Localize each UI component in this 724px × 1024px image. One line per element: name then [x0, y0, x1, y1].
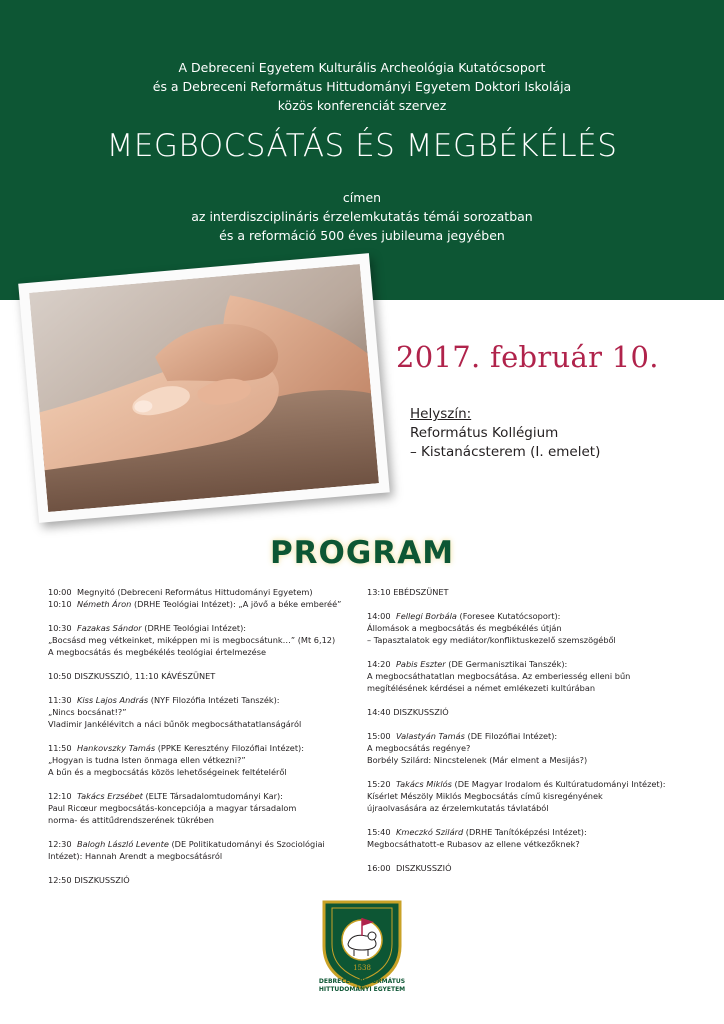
program-time: 14:20 [367, 659, 391, 669]
program-line [48, 586, 348, 598]
program-item [48, 838, 348, 862]
conference-title: MEGBOCSÁTÁS ÉS MEGBÉKÉLÉS [106, 128, 618, 164]
program-time: 15:20 [367, 779, 391, 789]
program-line [48, 622, 348, 634]
program-line [48, 634, 348, 646]
program-text: (PPKE Keresztény Filozófiai Intézet): [155, 743, 305, 753]
program-time: 12:30 [48, 839, 72, 849]
program-item [48, 586, 348, 610]
program-text: DISZKUSSZIÓ [396, 863, 452, 873]
program-text: Vladimir Jankélévitch a náci bűnök megbocsáthatatlanságáról [48, 719, 302, 729]
program-text: A megbocsáthatatlan megbocsátása. Az emberiesség elleni bűn [367, 671, 631, 681]
subtitle-line: címen [342, 190, 382, 205]
event-date: 2017. február 10. [396, 340, 659, 374]
program-item [367, 610, 697, 646]
program-time: 10:00 [48, 587, 72, 597]
program-item [48, 874, 348, 886]
program-item [367, 862, 697, 874]
program-text: (DRHE Teológiai Intézet): „A jövő a béke emberéé” [131, 599, 342, 609]
program-text: Állomások a megbocsátás és megbékélés útján [367, 623, 562, 633]
program-item [48, 670, 348, 682]
program-line [367, 658, 697, 670]
program-line [48, 874, 348, 886]
program-speaker: Valastyán Tamás [396, 731, 465, 741]
crest-year: 1538 [353, 964, 371, 972]
program-text: „Nincs bocsánat!?” [48, 707, 127, 717]
program-line [367, 586, 697, 598]
program-time: 11:50 [48, 743, 72, 753]
program-item [367, 658, 697, 694]
program-line [367, 730, 697, 742]
program-text: (DE Germanisztikai Tanszék): [445, 659, 568, 669]
program-text: (NYF Filozófia Intézeti Tanszék): [148, 695, 280, 705]
program-text: 13:10 EBÉDSZÜNET [367, 587, 449, 597]
program-speaker: Balogh László Levente [77, 839, 169, 849]
program-line [367, 838, 697, 850]
program-time: 12:10 [48, 791, 72, 801]
program-line [48, 670, 348, 682]
program-speaker: Fazakas Sándor [77, 623, 142, 633]
program-item [367, 826, 697, 850]
venue-line: Református Kollégium [410, 425, 559, 441]
program-text: (DRHE Tanítóképzési Intézet): [463, 827, 587, 837]
program-text: (DE Politikatudományi és Szociológiai [168, 839, 325, 849]
program-time: 11:30 [48, 695, 72, 705]
conference-subtitle [0, 188, 724, 245]
program-line [367, 622, 697, 634]
program-line [48, 646, 348, 658]
program-speaker: Takács Miklós [396, 779, 452, 789]
university-name-line: DEBRECENI REFORMÁTUS [318, 978, 406, 985]
program-line [367, 862, 697, 874]
program-item [48, 694, 348, 730]
program-text: Megnyitó (Debreceni Református Hittudományi Egyetem) [77, 587, 313, 597]
university-name [304, 978, 420, 994]
intro-line: és a Debreceni Református Hittudományi Egyetem Doktori Iskolája [152, 79, 572, 94]
program-time: 16:00 [367, 863, 391, 873]
program-line [48, 754, 348, 766]
program-text: 14:40 DISZKUSSZIÓ [367, 707, 449, 717]
program-text: A bűn és a megbocsátás közös lehetőségeinek feltételéről [48, 767, 287, 777]
university-crest-icon [310, 896, 414, 1016]
organizers-intro [0, 58, 724, 115]
program-speaker: Kmeczkó Szilárd [396, 827, 464, 837]
program-column-left [48, 586, 348, 898]
intro-line: A Debreceni Egyetem Kulturális Archeológia Kutatócsoport [178, 60, 546, 75]
program-line [48, 706, 348, 718]
subtitle-line: az interdiszciplináris érzelemkutatás témái sorozatban [191, 209, 533, 224]
program-line [48, 718, 348, 730]
program-speaker: Fellegi Borbála [396, 611, 457, 621]
program-speaker: Takács Erzsébet [77, 791, 143, 801]
program-text: Megbocsáthatott-e Rubasov az ellene vétkezőknek? [367, 839, 580, 849]
program-text: (Foresee Kutatócsoport): [456, 611, 561, 621]
program-text: 10:50 DISZKUSSZIÓ, 11:10 KÁVÉSZÜNET [48, 671, 216, 681]
program-line [367, 706, 697, 718]
program-line [48, 694, 348, 706]
program-line [367, 670, 697, 682]
program-line [48, 802, 348, 814]
program-text: megítélésének kérdései a német emlékezeti kultúrában [367, 683, 596, 693]
program-line [48, 838, 348, 850]
program-line [367, 742, 697, 754]
program-text: (ELTE Társadalomtudományi Kar): [142, 791, 283, 801]
program-item [48, 742, 348, 778]
venue-block [410, 405, 600, 462]
program-line [48, 598, 348, 610]
program-text: norma- és attitűdrendszerének tükrében [48, 815, 214, 825]
program-speaker: Hankovszky Tamás [77, 743, 156, 753]
program-heading: PROGRAM [269, 535, 455, 571]
program-line [367, 634, 697, 646]
program-line [48, 766, 348, 778]
program-line [367, 790, 697, 802]
program-speaker: Kiss Lajos András [77, 695, 149, 705]
program-item [367, 730, 697, 766]
program-item [367, 586, 697, 598]
hands-photo [29, 264, 379, 512]
program-time: 15:00 [367, 731, 391, 741]
program-line [367, 778, 697, 790]
program-line [367, 826, 697, 838]
program-time: 10:10 [48, 599, 72, 609]
program-text: Borbély Szilárd: Nincstelenek (Már elment a Mesijás?) [367, 755, 588, 765]
venue-label: Helyszín: [410, 406, 472, 422]
program-time: 10:30 [48, 623, 72, 633]
university-name-line: HITTUDOMÁNYI EGYETEM [318, 986, 406, 993]
program-text: Kísérlet Mészöly Miklós Megbocsátás című kisregényének [367, 791, 603, 801]
program-line [367, 682, 697, 694]
program-speaker: Németh Áron [77, 599, 132, 609]
program-item [367, 706, 697, 718]
program-text: (DRHE Teológiai Intézet): [141, 623, 247, 633]
program-speaker: Pabis Eszter [396, 659, 446, 669]
venue-line: – Kistanácsterem (I. emelet) [410, 444, 601, 460]
program-text: „Bocsásd meg vétkeinket, miképpen mi is megbocsátunk…” (Mt 6,12) [48, 635, 336, 645]
program-text: (DE Magyar Irodalom és Kultúratudományi Intézet): [451, 779, 666, 789]
program-line [48, 850, 348, 862]
program-text: Intézet): Hannah Arendt a megbocsátásról [48, 851, 223, 861]
program-item [48, 622, 348, 658]
program-time: 14:00 [367, 611, 391, 621]
hands-photo-frame [18, 253, 390, 523]
program-text: újraolvasására az érzelemkutatás távlatából [367, 803, 549, 813]
program-item [367, 778, 697, 814]
program-text: 12:50 DISZKUSSZIÓ [48, 875, 130, 885]
program-column-right [367, 586, 697, 886]
program-item [48, 790, 348, 826]
program-text: Paul Ricœur megbocsátás-koncepciója a magyar társadalom [48, 803, 297, 813]
program-line [367, 754, 697, 766]
program-text: (DE Filozófiai Intézet): [464, 731, 558, 741]
program-time: 15:40 [367, 827, 391, 837]
program-line [48, 814, 348, 826]
program-text: – Tapasztalatok egy mediátor/konfliktuskezelő szemszögéből [367, 635, 616, 645]
program-line [48, 742, 348, 754]
program-text: A megbocsátás regénye? [367, 743, 471, 753]
subtitle-line: és a reformáció 500 éves jubileuma jegyében [219, 228, 505, 243]
program-line [367, 610, 697, 622]
program-text: „Hogyan is tudna Isten önmaga ellen vétkezni?” [48, 755, 246, 765]
intro-line: közös konferenciát szervez [277, 98, 447, 113]
program-text: A megbocsátás és megbékélés teológiai értelmezése [48, 647, 266, 657]
program-line [367, 802, 697, 814]
program-line [48, 790, 348, 802]
